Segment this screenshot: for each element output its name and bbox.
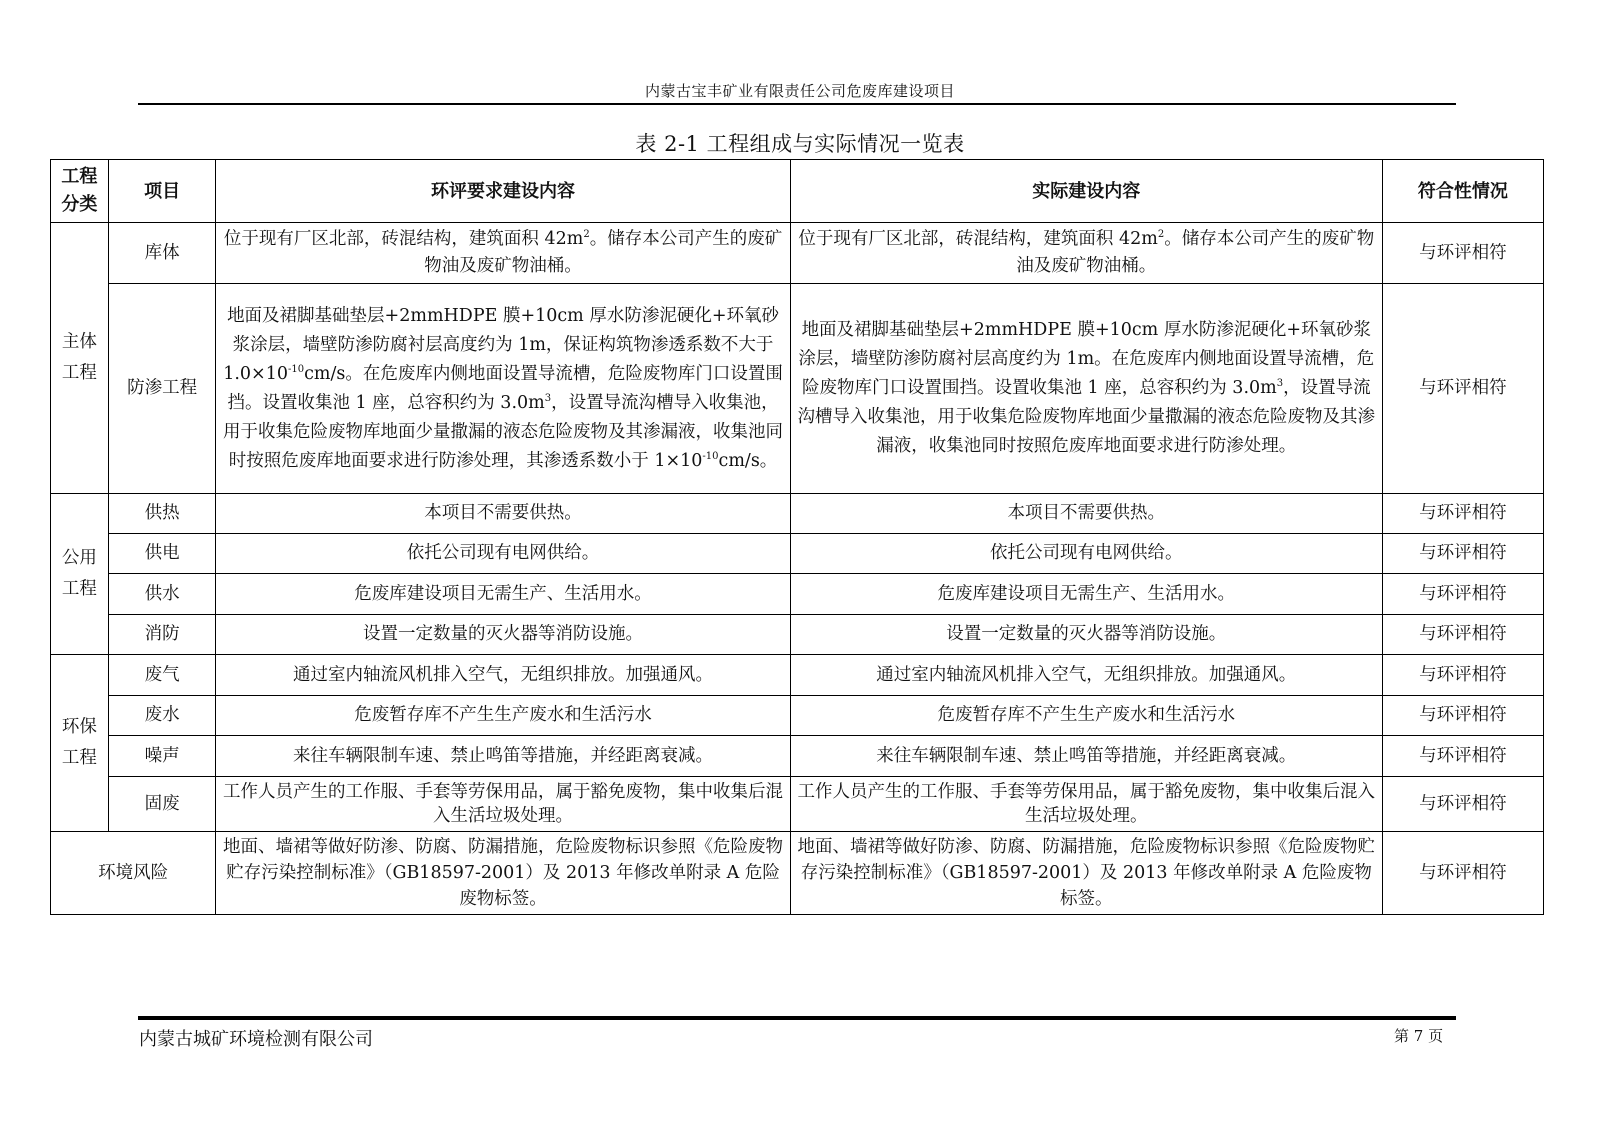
header-divider: [138, 103, 1456, 105]
actual-cell: 位于现有厂区北部，砖混结构，建筑面积 $42m^2$。储存本公司产生的废矿物油及废矿物油桶。: [790, 223, 1382, 284]
required-cell: 通过室内轴流风机排入空气，无组织排放。加强通风。: [216, 655, 790, 696]
actual-cell: 地面及裙脚基础垫层+2mmHDPE 膜+10cm 厚水防渗泥硬化+环氧砂浆涂层，墙壁防渗防腐衬层高度约为 1m。在危废库内侧地面设置导流槽，危险废物库门口设置围挡。设置收集池 1 座，总容积约为 $3.0m^3$，设置导流沟槽导入收集池，用于收集危险废物库地面少量撒漏的液态危险废物及其渗漏液，收集池同时按照危废库地面要求进行防渗处理。: [790, 284, 1382, 494]
table-row: [51, 832, 1544, 915]
footer-company: 内蒙古城矿环境检测有限公司: [139, 1029, 373, 1050]
table-row: [51, 284, 1544, 494]
table-row: [51, 223, 1544, 284]
table-row: [51, 655, 1544, 696]
required-cell: 设置一定数量的灭火器等消防设施。: [216, 615, 790, 655]
footer-divider: [138, 1016, 1456, 1020]
compliance-cell: 与环评相符: [1382, 615, 1543, 655]
actual-cell: 通过室内轴流风机排入空气，无组织排放。加强通风。: [790, 655, 1382, 696]
header-actual-content: 实际建设内容: [790, 160, 1382, 223]
item-cell: 库体: [108, 223, 215, 284]
compliance-cell: 与环评相符: [1382, 736, 1543, 777]
item-cell-env-risk: 环境风险: [51, 832, 216, 915]
compliance-cell: 与环评相符: [1382, 696, 1543, 736]
item-cell: 供热: [108, 494, 215, 534]
required-cell: 地面、墙裙等做好防渗、防腐、防漏措施，危险废物标识参照《危险废物贮存污染控制标准》（GB18597-2001）及 2013 年修改单附录 A 危险废物标签。: [216, 832, 790, 915]
required-cell: 工作人员产生的工作服、手套等劳保用品，属于豁免废物，集中收集后混入生活垃圾处理。: [216, 777, 790, 832]
actual-cell: 危废库建设项目无需生产、生活用水。: [790, 574, 1382, 615]
item-cell: 供水: [108, 574, 215, 615]
actual-cell: 来往车辆限制车速、禁止鸣笛等措施，并经距离衰减。: [790, 736, 1382, 777]
compliance-cell: 与环评相符: [1382, 534, 1543, 574]
header-category: 工程分类: [51, 160, 109, 223]
actual-cell: 设置一定数量的灭火器等消防设施。: [790, 615, 1382, 655]
required-cell: 地面及裙脚基础垫层+2mmHDPE 膜+10cm 厚水防渗泥硬化+环氧砂浆涂层，墙壁防渗防腐衬层高度约为 1m，保证构筑物渗透系数不大于 $1.0\times 10^{-10}cm/s$。在危废库内侧地面设置导流槽，危险废物库门口设置围挡。设置收集池 1 座，总容积约为 $3.0m^3$，设置导流沟槽导入收集池，用于收集危险废物库地面少量撒漏的液态危险废物及其渗漏液，收集池同时按照危废库地面要求进行防渗处理，其渗透系数小于 $1\times 10^{-10}cm/s$。: [216, 284, 790, 494]
actual-cell: 危废暂存库不产生生产废水和生活污水: [790, 696, 1382, 736]
table-row: [51, 696, 1544, 736]
item-cell: 噪声: [108, 736, 215, 777]
header-item: 项目: [108, 160, 215, 223]
actual-cell: 依托公司现有电网供给。: [790, 534, 1382, 574]
required-cell: 本项目不需要供热。: [216, 494, 790, 534]
item-cell: 消防: [108, 615, 215, 655]
item-cell: 废气: [108, 655, 215, 696]
actual-cell: 本项目不需要供热。: [790, 494, 1382, 534]
header-compliance: 符合性情况: [1382, 160, 1543, 223]
header-required-content: 环评要求建设内容: [216, 160, 790, 223]
required-cell: 危废暂存库不产生生产废水和生活污水: [216, 696, 790, 736]
item-cell: 防渗工程: [108, 284, 215, 494]
table-row: [51, 736, 1544, 777]
compliance-cell: 与环评相符: [1382, 574, 1543, 615]
project-composition-table: [50, 159, 1544, 915]
item-cell: 供电: [108, 534, 215, 574]
table-row: [51, 534, 1544, 574]
table-row: [51, 574, 1544, 615]
category-main-engineering: 主体工程: [51, 223, 109, 494]
compliance-cell: 与环评相符: [1382, 655, 1543, 696]
page-number: 第 7 页: [1394, 1027, 1444, 1045]
document-header-title: 内蒙古宝丰矿业有限责任公司危废库建设项目: [644, 82, 955, 100]
item-cell: 废水: [108, 696, 215, 736]
compliance-cell: 与环评相符: [1382, 777, 1543, 832]
table-row: [51, 494, 1544, 534]
compliance-cell: 与环评相符: [1382, 223, 1543, 284]
required-cell: 危废库建设项目无需生产、生活用水。: [216, 574, 790, 615]
table-header-row: [51, 160, 1544, 223]
actual-cell: 地面、墙裙等做好防渗、防腐、防漏措施，危险废物标识参照《危险废物贮存污染控制标准》（GB18597-2001）及 2013 年修改单附录 A 危险废物标签。: [790, 832, 1382, 915]
compliance-cell: 与环评相符: [1382, 832, 1543, 915]
table-row: [51, 777, 1544, 832]
required-cell: 依托公司现有电网供给。: [216, 534, 790, 574]
category-public-engineering: 公用工程: [51, 494, 109, 655]
table-caption: 表 2-1 工程组成与实际情况一览表: [635, 132, 965, 156]
table-row: [51, 615, 1544, 655]
actual-cell: 工作人员产生的工作服、手套等劳保用品，属于豁免废物，集中收集后混入生活垃圾处理。: [790, 777, 1382, 832]
required-cell: 来往车辆限制车速、禁止鸣笛等措施，并经距离衰减。: [216, 736, 790, 777]
required-cell: 位于现有厂区北部，砖混结构，建筑面积 $42m^2$。储存本公司产生的废矿物油及废矿物油桶。: [216, 223, 790, 284]
compliance-cell: 与环评相符: [1382, 494, 1543, 534]
item-cell: 固废: [108, 777, 215, 832]
compliance-cell: 与环评相符: [1382, 284, 1543, 494]
category-env-protection: 环保工程: [51, 655, 109, 832]
